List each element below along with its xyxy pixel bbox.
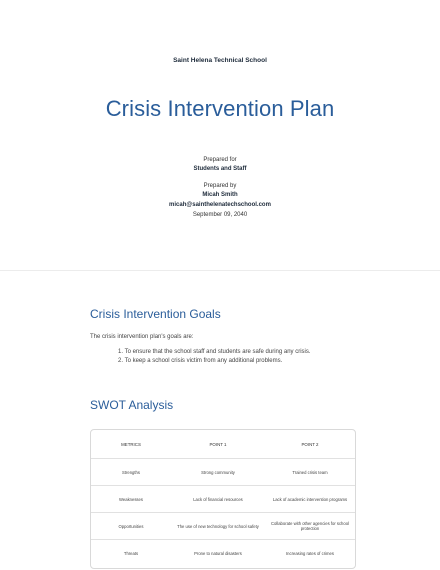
table-cell: The use of new technology for school safety [171, 513, 265, 540]
swot-table [91, 430, 355, 566]
column-header: POINT 1 [209, 441, 227, 447]
goals-list [118, 348, 311, 366]
table-row [91, 486, 355, 513]
table-cell: Lack of financial resources [171, 486, 265, 513]
goal-item: 2. To keep a school crisis victim from any additional problems. [118, 358, 283, 364]
prepared-by-name: Micah Smith [202, 192, 238, 198]
table-cell: Weaknesses [91, 486, 171, 513]
goals-heading: Crisis Intervention Goals [90, 307, 221, 321]
table-cell: Strong community [171, 459, 265, 486]
table-cell: Threats [91, 540, 171, 567]
table-header-row [91, 430, 355, 459]
goals-intro: The crisis intervention plan's goals are: [90, 334, 194, 340]
goal-item: 1. To ensure that the school staff and students are safe during any crisis. [118, 349, 311, 355]
table-cell: Lack of academic intervention programs [265, 486, 355, 513]
table-cell: Opportunities [91, 513, 171, 540]
table-cell: Prone to natural disasters [171, 540, 265, 567]
column-header: POINT 2 [301, 441, 319, 447]
prepared-date: September 09, 2040 [192, 212, 248, 218]
table-cell: Increasing rates of crimes [265, 540, 355, 567]
table-row [91, 513, 355, 540]
table-cell: Collaborate with other agencies for school protection [265, 513, 355, 540]
swot-heading: SWOT Analysis [90, 398, 174, 412]
table-row [91, 540, 355, 567]
school-name: Saint Helena Technical School [173, 57, 267, 64]
table-cell: Strengths [91, 459, 171, 486]
column-header: METRICS [121, 441, 141, 447]
page-divider [0, 270, 440, 271]
table-row [91, 459, 355, 486]
prepared-by-email: micah@sainthelenatechschool.com [169, 202, 271, 208]
prepared-for-value: Students and Staff [193, 166, 247, 172]
document-title: Crisis Intervention Plan [105, 96, 335, 121]
table-cell: Trained crisis team [265, 459, 355, 486]
prepared-by-label: Prepared by [203, 183, 237, 189]
prepared-for-label: Prepared for [203, 157, 237, 163]
swot-table-card [90, 429, 356, 569]
